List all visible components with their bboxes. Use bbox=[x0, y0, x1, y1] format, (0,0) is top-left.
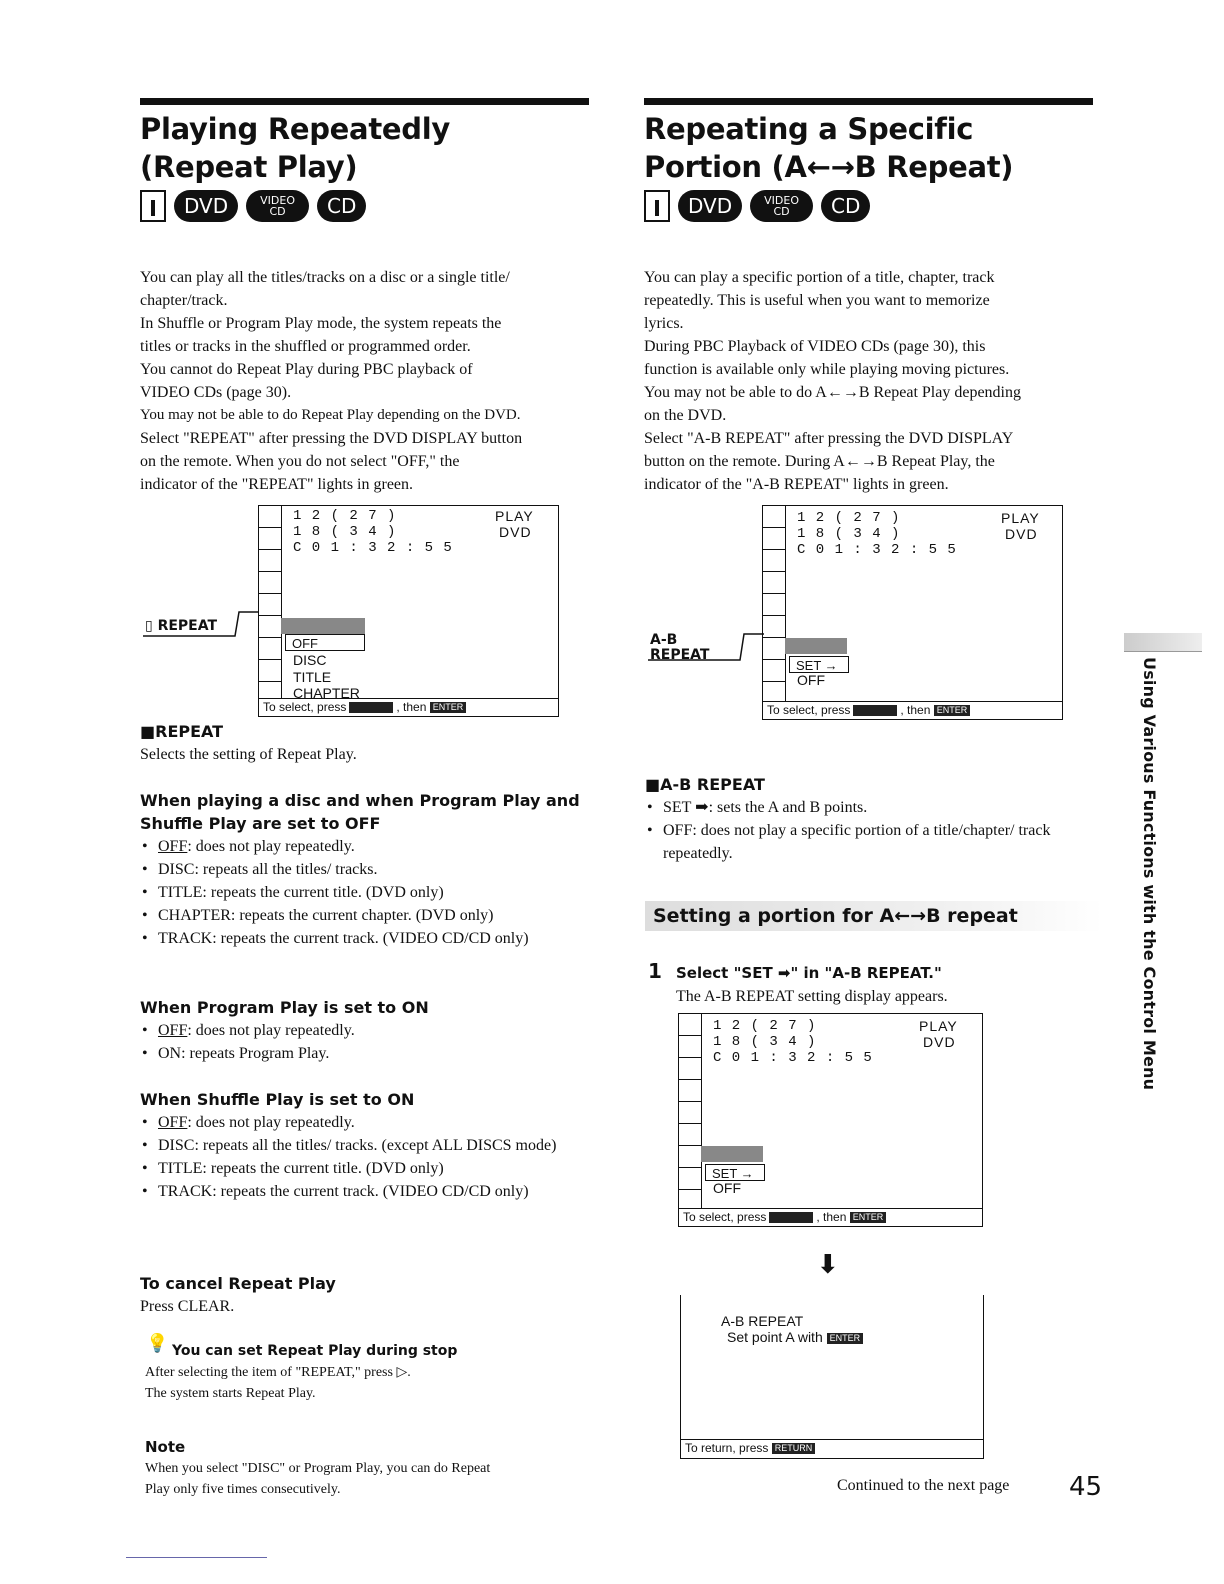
ab-heading: ■A-B REPEAT bbox=[645, 775, 765, 794]
repeat-description: Selects the setting of Repeat Play. bbox=[140, 746, 357, 763]
ab-callout-line bbox=[648, 628, 766, 664]
right-intro: You can play a specific portion of a title, chapter, track repeatedly. This is useful when you want to memorize lyrics. During PBC Playback of VIDEO CDs (page 30), this function is available only while playing moving pictures. You may not be able to do A←→B Repeat Play depending on the DVD. Select "A-B REPEAT" after pressing the DVD DISPLAY button on the remote. During A←→B Repeat Play, the indicator of the "A-B REPEAT" lights in green. bbox=[644, 269, 1021, 493]
dvd-icon: DVD bbox=[174, 190, 238, 222]
right-title-line1: Repeating a Specific bbox=[644, 112, 974, 146]
tip-icon: 💡 bbox=[146, 1333, 169, 1354]
tip-line1: After selecting the item of "REPEAT," press ▷. bbox=[145, 1365, 411, 1380]
left-intro: You can play all the titles/tracks on a disc or a single title/ chapter/track. In Shuffle or Program Play mode, the system repeats the titles or tracks in the shuffled or programmed order. You cannot do Repeat Play during PBC playback of VIDEO CDs (page 30). You may not be able to do Repeat Play depending on the DVD. Select "REPEAT" after pressing the DVD DISPLAY button on the remote. When you do not select "OFF," the indicator of the "REPEAT" lights in green. bbox=[140, 269, 523, 493]
ab-option-set[interactable]: SET → bbox=[789, 656, 849, 673]
tip-line2: The system starts Repeat Play. bbox=[145, 1386, 316, 1401]
cd-icon: CD bbox=[317, 190, 366, 222]
note-line2: Play only five times consecutively. bbox=[145, 1482, 341, 1497]
left-title-line1: Playing Repeatedly bbox=[140, 112, 450, 146]
sec1-heading: When playing a disc and when Program Play and Shuffle Play are set to OFF bbox=[140, 791, 580, 833]
sec2-heading: When Program Play is set to ON bbox=[140, 998, 429, 1017]
note-heading: Note bbox=[145, 1438, 186, 1456]
section-title: Setting a portion for A←→B repeat bbox=[645, 901, 1103, 931]
ab-setting-set[interactable]: SET → bbox=[705, 1164, 765, 1181]
ab-point-screen: A-B REPEAT Set point A with ENTER To return, press RETURN bbox=[680, 1295, 984, 1459]
dvd-icon: DVD bbox=[678, 190, 742, 222]
side-section-label: Using Various Functions with the Control Menu bbox=[1140, 657, 1159, 1091]
left-header-rule bbox=[140, 98, 589, 105]
cancel-heading: To cancel Repeat Play bbox=[140, 1274, 336, 1293]
repeat-menu-screen: 1 2 ( 2 7 ) 1 8 ( 3 4 ) C 0 1 : 3 2 : 5 5 PLAY DVD OFF DISC TITLE CHAPTER To select, press , then ENTER bbox=[258, 505, 559, 717]
sec1-list: • OFF: does not play repeatedly. • DISC: repeats all the titles/ tracks. • TITLE: repeats the current title. (DVD only) • CHAPTER: repeats the current chapter. (DVD only) • TRACK: repeats the current track. (VIDEO CD/CD only) bbox=[140, 835, 580, 950]
repeat-heading: ■REPEAT bbox=[140, 722, 224, 741]
cd-icon: CD bbox=[821, 190, 870, 222]
right-header-rule bbox=[644, 98, 1093, 105]
page-number: 45 bbox=[1069, 1472, 1103, 1502]
left-title-line2: (Repeat Play) bbox=[140, 150, 358, 184]
video-cd-icon: VIDEO CD bbox=[750, 190, 813, 222]
left-disc-icons bbox=[140, 186, 366, 226]
sec3-list: • OFF: does not play repeatedly. • DISC: repeats all the titles/ tracks. (except ALL DISCS mode) • TITLE: repeats the current title. (DVD only) • TRACK: repeats the current track. (VIDEO CD/CD only) bbox=[140, 1111, 580, 1203]
video-cd-icon: VIDEO CD bbox=[246, 190, 309, 222]
ab-list: • SET ➡: sets the A and B points. • OFF: does not play a specific portion of a title/chapter/ track repeatedly. bbox=[645, 796, 1095, 865]
side-tab-rule bbox=[1124, 633, 1202, 652]
repeat-callout: ▯ REPEAT bbox=[145, 618, 218, 634]
remote-icon bbox=[140, 190, 166, 222]
repeat-callout-line bbox=[143, 608, 261, 638]
continued-note: Continued to the next page bbox=[837, 1477, 1010, 1494]
ab-setting-screen: 1 2 ( 2 7 ) 1 8 ( 3 4 ) C 0 1 : 3 2 : 5 5 PLAY DVD SET → OFF To select, press , then ENTER bbox=[678, 1013, 983, 1227]
note-line1: When you select "DISC" or Program Play, you can do Repeat bbox=[145, 1461, 491, 1476]
ab-repeat-menu-screen: 1 2 ( 2 7 ) 1 8 ( 3 4 ) C 0 1 : 3 2 : 5 5 PLAY DVD SET → OFF To select, press , then ENTER bbox=[762, 505, 1063, 720]
down-arrow-icon: ⬇ bbox=[817, 1250, 839, 1280]
step-heading: Select "SET ➡" in "A-B REPEAT." bbox=[676, 964, 942, 982]
ab-repeat-callout: A-B REPEAT bbox=[650, 632, 710, 663]
remote-icon bbox=[644, 190, 670, 222]
footer-rule bbox=[126, 1557, 267, 1558]
sec3-heading: When Shuffle Play is set to ON bbox=[140, 1090, 415, 1109]
sec2-list: • OFF: does not play repeatedly. • ON: repeats Program Play. bbox=[140, 1019, 580, 1065]
right-title-line2: Portion (A←→B Repeat) bbox=[644, 150, 1014, 184]
tip-heading: You can set Repeat Play during stop bbox=[172, 1343, 458, 1359]
repeat-option-off[interactable]: OFF bbox=[285, 634, 365, 651]
cancel-text: Press CLEAR. bbox=[140, 1298, 235, 1315]
right-disc-icons bbox=[644, 186, 870, 226]
step-number: 1 bbox=[648, 959, 662, 983]
step-description: The A-B REPEAT setting display appears. bbox=[676, 988, 948, 1005]
